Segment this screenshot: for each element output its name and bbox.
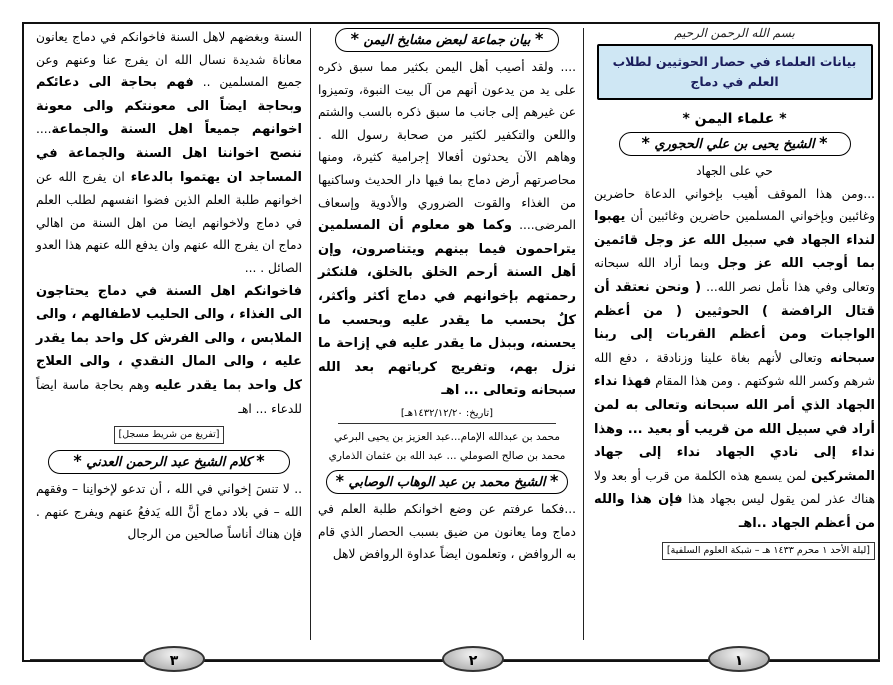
paragraph xyxy=(318,56,576,403)
page-number-1: ١ xyxy=(708,646,770,672)
signatories: محمد بن عبدالله الإمام...عبد العزيز بن يحيى البرعي xyxy=(334,430,560,443)
speaker-name: الشيخ يحيى بن علي الحجوري xyxy=(654,137,815,152)
statement-title: بيان جماعة لبعض مشايخ اليمن xyxy=(363,33,531,48)
star-icon: * xyxy=(256,451,265,471)
text-run: .... ولقد أصيب أهل اليمن بكثير مما سبق ذكره على يد من يدعون أنهم من آل بيت النبوة، وتميزوا عن غيرهم إلى جانب ما سبق ذكره بالسب والشتم واللعن والتكفير لكثير من صحابة رسول الله . وهاهم الآن يحدثون أفعالا إجرامية كثيرة، ومنها محاصرتهم أرض دماج بما فيها دار الحديث وساكنيها من الغذاء والقوت الضروري والأدوية وإسعاف المرضى.... xyxy=(318,60,576,233)
speaker-name: كلام الشيخ عبد الرحمن العدني xyxy=(86,455,252,471)
paragraph: .. لا تنسَ إخواني في الله ، أن تدعو لإخوانِنا – وفقهم الله – في بلاد دماج أنَّ الله يَدفعُ عنهم ويفرج عنهم . فإن هناك أناساً صالحين من الرجال xyxy=(36,482,302,542)
star-icon: * xyxy=(350,29,359,48)
column-1 xyxy=(592,26,877,636)
statement-banner xyxy=(335,28,559,52)
source-note: [تفريغ من شريط مسجل] xyxy=(114,426,225,444)
bold-text: فهم بحاجة الى دعائكم وبحاجة ايضاً الى معونتكم والى معونة اخوانهم جميعاً اهل السنة والجماعة xyxy=(36,75,302,138)
document-title: بيانات العلماء في حصار الحوثيين لطلاب العلم في دماج xyxy=(597,44,873,100)
page-number-2: ٢ xyxy=(442,646,504,672)
text-run: ...ومن هذا الموقف أهيب بإخواني الدعاة حاضرين وغائبين وبإخواني المسلمين حاضرين وغائبين أن xyxy=(594,186,875,224)
signatories: محمد بن صالح الصوملي ... عبد الله بن عثمان الذماري xyxy=(328,449,566,462)
text-run: .... xyxy=(36,122,52,137)
column-divider xyxy=(583,28,584,640)
bold-text: يهبوا لنداء الجهاد في سبيل الله عز وجل قائمين بما أوجب الله عز وجل xyxy=(594,209,875,272)
column-divider xyxy=(310,28,311,640)
paragraph xyxy=(594,183,875,536)
paragraph: حي على الجهاد xyxy=(696,164,773,178)
bold-text: فهذا نداء الجهاد الذي أمر الله سبحانه وتعالى به لمن أراد في سبيل الله من قريب أو بعيد ... وهذا نداء إلى نادي الجهاد نداء إلى جهاد المشركين xyxy=(594,374,876,484)
text-run: وهم بحاجة ماسة ايضاً للدعاء ... اهـ xyxy=(36,377,302,416)
star-icon: * xyxy=(641,133,650,152)
statement-date: [تاريخ: ١٤٣٢/١٢/٢٠هـ] xyxy=(338,405,556,424)
basmala-ornament: بسم الله الرحمن الرحيم xyxy=(674,26,795,40)
paragraph xyxy=(36,26,302,280)
speaker-name: الشيخ محمد بن عبد الوهاب الوصابي xyxy=(348,474,546,490)
speaker-banner xyxy=(48,450,290,474)
column-3 xyxy=(34,26,304,636)
bold-text: فاخوانكم اهل السنة في دماج يحتاجون الى الغذاء ، والى الحليب لاطفالهم ، والى الملابس ، والى الفرش كل واحد بما يقدر عليه ، والى المال النقدي ، والى العلاج كل واحد بما يقدر عليه xyxy=(36,283,302,393)
star-icon: * xyxy=(534,29,544,48)
speaker-banner xyxy=(619,132,851,156)
source-note: [ليلة الأحد ١ محرم ١٤٣٣ هـ – شبكة العلوم السلفية] xyxy=(662,542,875,560)
page-number-3: ٣ xyxy=(143,646,205,672)
star-icon: * xyxy=(335,470,344,490)
star-icon: * xyxy=(549,470,559,490)
star-icon: * xyxy=(73,451,82,471)
bold-text: ننصح اخواننا اهل السنة والجماعة في المساجد ان يهتموا بالدعاء xyxy=(36,145,303,185)
speaker-banner xyxy=(326,470,568,494)
text-run: لمن يسمع هذه الكلمة من قرب أو بعد ولا هناك عذر لمن يقول ليس بجهاد هذا xyxy=(594,468,875,507)
bold-text: فإن هذا والله من أعظم الجهاد ..اهـ xyxy=(594,492,875,531)
section-title: * علماء اليمن * xyxy=(682,111,787,127)
bold-text: وكما هو معلوم أن المسلمين يتراحمون فيما بينهم ويتناصرون، وإن أهل السنة أرحم الخلق بالخلق، فلنكثر رحمتهم بإخوانهم في دماج أكثر وأكثر، كلٌ بحسب ما يقدر عليه وبحسب ما يحسنه، وببذل ما يقدر عليه في إزاحة ما نزل بهم، وتفريج كرباتهم بعد الله سبحانه وتعالى ... اهـ xyxy=(318,218,576,399)
text-run: السنة وبغضهم لاهل السنة فاخوانكم في دماج يعانون معاناة شديدة نسال الله ان يفرج عنا وعنهم وعن جميع المسلمين .. xyxy=(36,30,303,90)
star-icon: * xyxy=(819,133,828,152)
paragraph: ...فكما عرفتم عن وضع اخوانكم طلبة العلم في دماج وما يعانون من ضيق بسبب الحصار الذي قام به الروافض ، وتعلمون ايضاً عداوة الروافض لاهل xyxy=(318,501,576,562)
text-run: وبما أراد الله سبحانه وتعالى وفي هذا نأمل نصر الله... xyxy=(594,256,876,294)
text-run: وتعالى لأنهم بغاة علينا وزنادقة ، دفع الله شرهم وكسر الله شوكتهم . ومن هذا المقام xyxy=(594,350,876,389)
bold-text: ( ونحن نعتقد أن قتال الرافضة ) الحوثيين ( من أعظم الواجبات ومن أعظم القربات إلى ربنا سبحانه xyxy=(594,279,876,366)
paragraph xyxy=(36,280,302,421)
column-2 xyxy=(316,26,578,636)
text-run: ان يفرج الله عن اخوانهم طلبة العلم الذين فضوا انفسهم لطلب العلم في دماج ولاخوانهم ايضا من اهل السنة من اهالي دماج ان يفرج الله عنهم وان يدفع الله عنهم هذا العدو الصائل . ... xyxy=(36,169,302,275)
